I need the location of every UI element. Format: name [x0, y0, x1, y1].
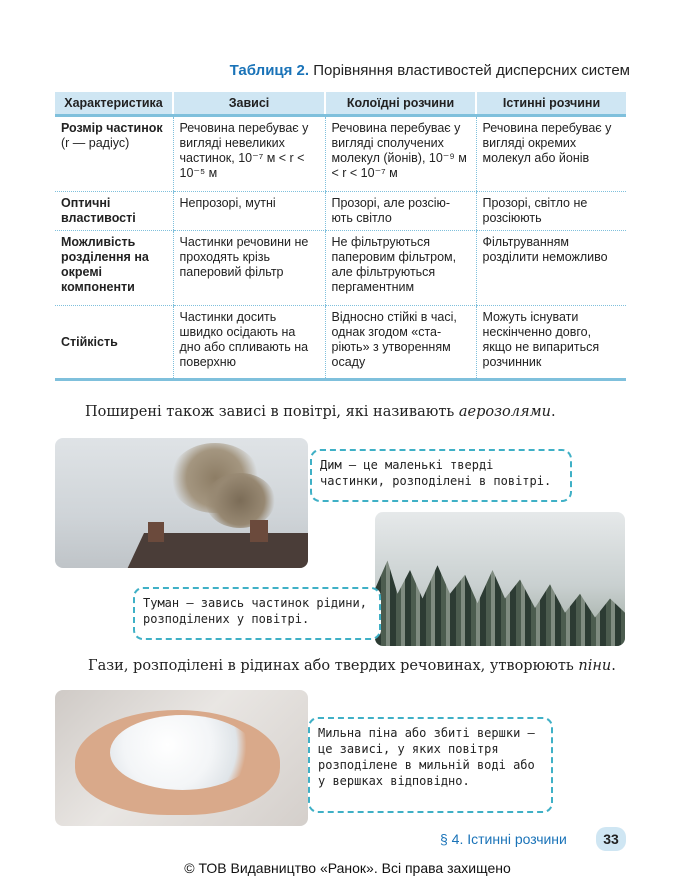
forest-trees — [375, 551, 625, 646]
page-number: 33 — [596, 827, 626, 851]
table-title: Порівняння властивостей дисперсних систем — [313, 62, 630, 79]
table-cell: Частинки досить швидко осідають на дно або спливають на поверхню — [173, 306, 325, 380]
table-header-row — [55, 92, 626, 116]
table-cell: Непрозорі, мутні — [173, 192, 325, 231]
row-head-note: (r — радіус) — [61, 136, 130, 150]
soap-foam-photo — [55, 690, 308, 826]
comparison-table — [55, 92, 626, 381]
fog-callout: Туман — завись частинок рідини, розподілених у повітрі. — [133, 587, 381, 640]
foam-callout: Мильна піна або збиті вершки — це завиcі, у яких повітря розподілене в мильній воді або у вершках відповідно. — [308, 717, 553, 813]
table-row — [55, 231, 626, 306]
row-head: Можливість розділення на окремі компоненти — [55, 231, 173, 306]
table-cell: Речовина перебуває у вигляді окремих молекул або йонів — [476, 116, 626, 192]
header-colloids: Колоїдні розчини — [325, 92, 476, 116]
table-cell: Можуть існувати нескінченно довго, якщо не випариться розчинник — [476, 306, 626, 380]
table-cell: Відносно стійкі в часі, однак згодом «ста-ріють» з утворенням осаду — [325, 306, 476, 380]
smoke-photo — [55, 438, 308, 568]
foam-bubbles — [110, 715, 255, 790]
aerosol-paragraph — [85, 404, 556, 420]
row-head-text: Розмір частинок — [61, 121, 163, 135]
smoke-callout: Дим — це маленькі тверді частинки, розподілені в повітрі. — [310, 449, 572, 502]
header-true-solutions: Істинні розчини — [476, 92, 626, 116]
copyright: © ТОВ Видавництво «Ранок». Всі права захищено — [184, 860, 511, 876]
row-head — [55, 116, 173, 192]
row-head: Оптичні властивості — [55, 192, 173, 231]
table-row — [55, 306, 626, 380]
table-cell: Прозорі, але розсію-ють світло — [325, 192, 476, 231]
table-caption — [160, 62, 630, 79]
table-cell: Прозорі, світло не розсіюють — [476, 192, 626, 231]
paragraph-text: Поширені також завиcі в повітрі, які називають — [85, 404, 459, 420]
chimney — [250, 520, 268, 542]
table-cell: Речовина перебуває у вигляді сполучених молекул (йонів), 10⁻⁹ м < r < 10⁻⁷ м — [325, 116, 476, 192]
table-cell: Не фільтруються паперовим фільтром, але фільтруються пергаментним — [325, 231, 476, 306]
row-head: Стійкість — [55, 306, 173, 380]
header-suspensions: Завиcі — [173, 92, 325, 116]
paragraph-end: . — [550, 404, 556, 420]
section-title: § 4. Істинні розчини — [440, 831, 567, 847]
paragraph-end: . — [611, 658, 616, 674]
foam-paragraph — [88, 658, 616, 674]
table-cell: Частинки речовини не проходять крізь паперовий фільтр — [173, 231, 325, 306]
table-cell: Фільтруванням розділити неможливо — [476, 231, 626, 306]
chimney — [148, 522, 164, 542]
term-foams: піни — [578, 658, 612, 674]
table-cell: Речовина перебуває у вигляді невеликих частинок, 10⁻⁷ м < r < 10⁻⁵ м — [173, 116, 325, 192]
paragraph-text: Гази, розподілені в рідинах або твердих речовинах, утворюють — [88, 658, 579, 674]
term-aerosols: аерозолями — [458, 404, 551, 420]
table-label: Таблиця 2. — [229, 62, 310, 79]
table-row — [55, 116, 626, 192]
header-characteristic: Характеристика — [55, 92, 173, 116]
table-row — [55, 192, 626, 231]
roof — [116, 533, 308, 568]
fog-forest-photo — [375, 512, 625, 646]
